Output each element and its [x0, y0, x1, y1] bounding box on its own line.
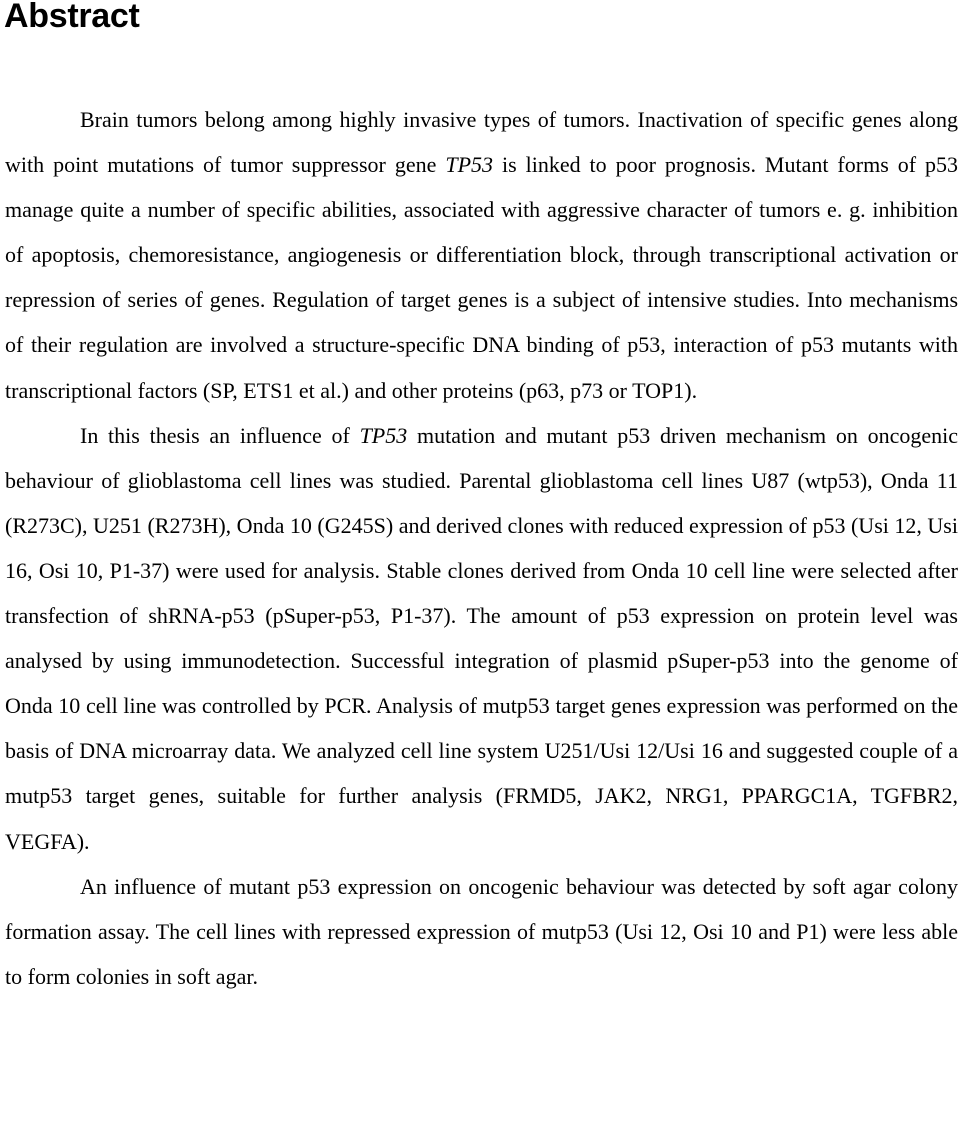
abstract-body	[5, 97, 958, 999]
paragraph-3-text: An influence of mutant p53 expression on oncogenic behaviour was detected by soft agar colony formation assay. The cell lines with repressed expression of mutp53 (Usi 12, Osi 10 and P1) were less able to form colonies in soft agar.	[5, 873, 958, 989]
paragraph-3	[5, 864, 958, 999]
paragraph-1	[5, 97, 958, 413]
paragraph-2-text: In this thesis an influence of	[80, 422, 360, 448]
gene-name-tp53: TP53	[445, 152, 494, 178]
paragraph-2-text-cont: mutation and mutant p53 driven mechanism on oncogenic behaviour of glioblastoma cell lines was studied. Parental glioblastoma cell lines U87 (wtp53), Onda 11 (R273C), U251 (R273H), Onda 10 (G245S) and derived clones with reduced expression of p53 (Usi 12, Usi 16, Osi 10, P1-37) were used for analysis. Stable clones derived from Onda 10 cell line were selected after transfection of shRNA-p53 (pSuper-p53, P1-37). The amount of p53 expression on protein level was analysed by using immunodetection. Successful integration of plasmid pSuper-p53 into the genome of Onda 10 cell line was controlled by PCR. Analysis of mutp53 target genes expression was performed on the basis of DNA microarray data. We analyzed cell line system U251/Usi 12/Usi 16 and suggested couple of a mutp53 target genes, suitable for further analysis (FRMD5, JAK2, NRG1, PPARGC1A, TGFBR2, VEGFA).	[5, 422, 958, 854]
gene-name-tp53: TP53	[359, 422, 408, 448]
paragraph-2	[5, 413, 958, 864]
abstract-heading: Abstract	[4, 0, 140, 35]
paragraph-1-text: Brain tumors belong among highly invasive types of tumors. Inactivation of specific genes along with point mutations of tumor suppressor gene	[5, 107, 958, 178]
paragraph-1-text-cont: is linked to poor prognosis. Mutant forms of p53 manage quite a number of specific abilities, associated with aggressive character of tumors e. g. inhibition of apoptosis, chemoresistance, angiogenesis or differentiation block, through transcriptional activation or repression of series of genes. Regulation of target genes is a subject of intensive studies. Into mechanisms of their regulation are involved a structure-specific DNA binding of p53, interaction of p53 mutants with transcriptional factors (SP, ETS1 et al.) and other proteins (p63, p73 or TOP1).	[5, 152, 958, 403]
